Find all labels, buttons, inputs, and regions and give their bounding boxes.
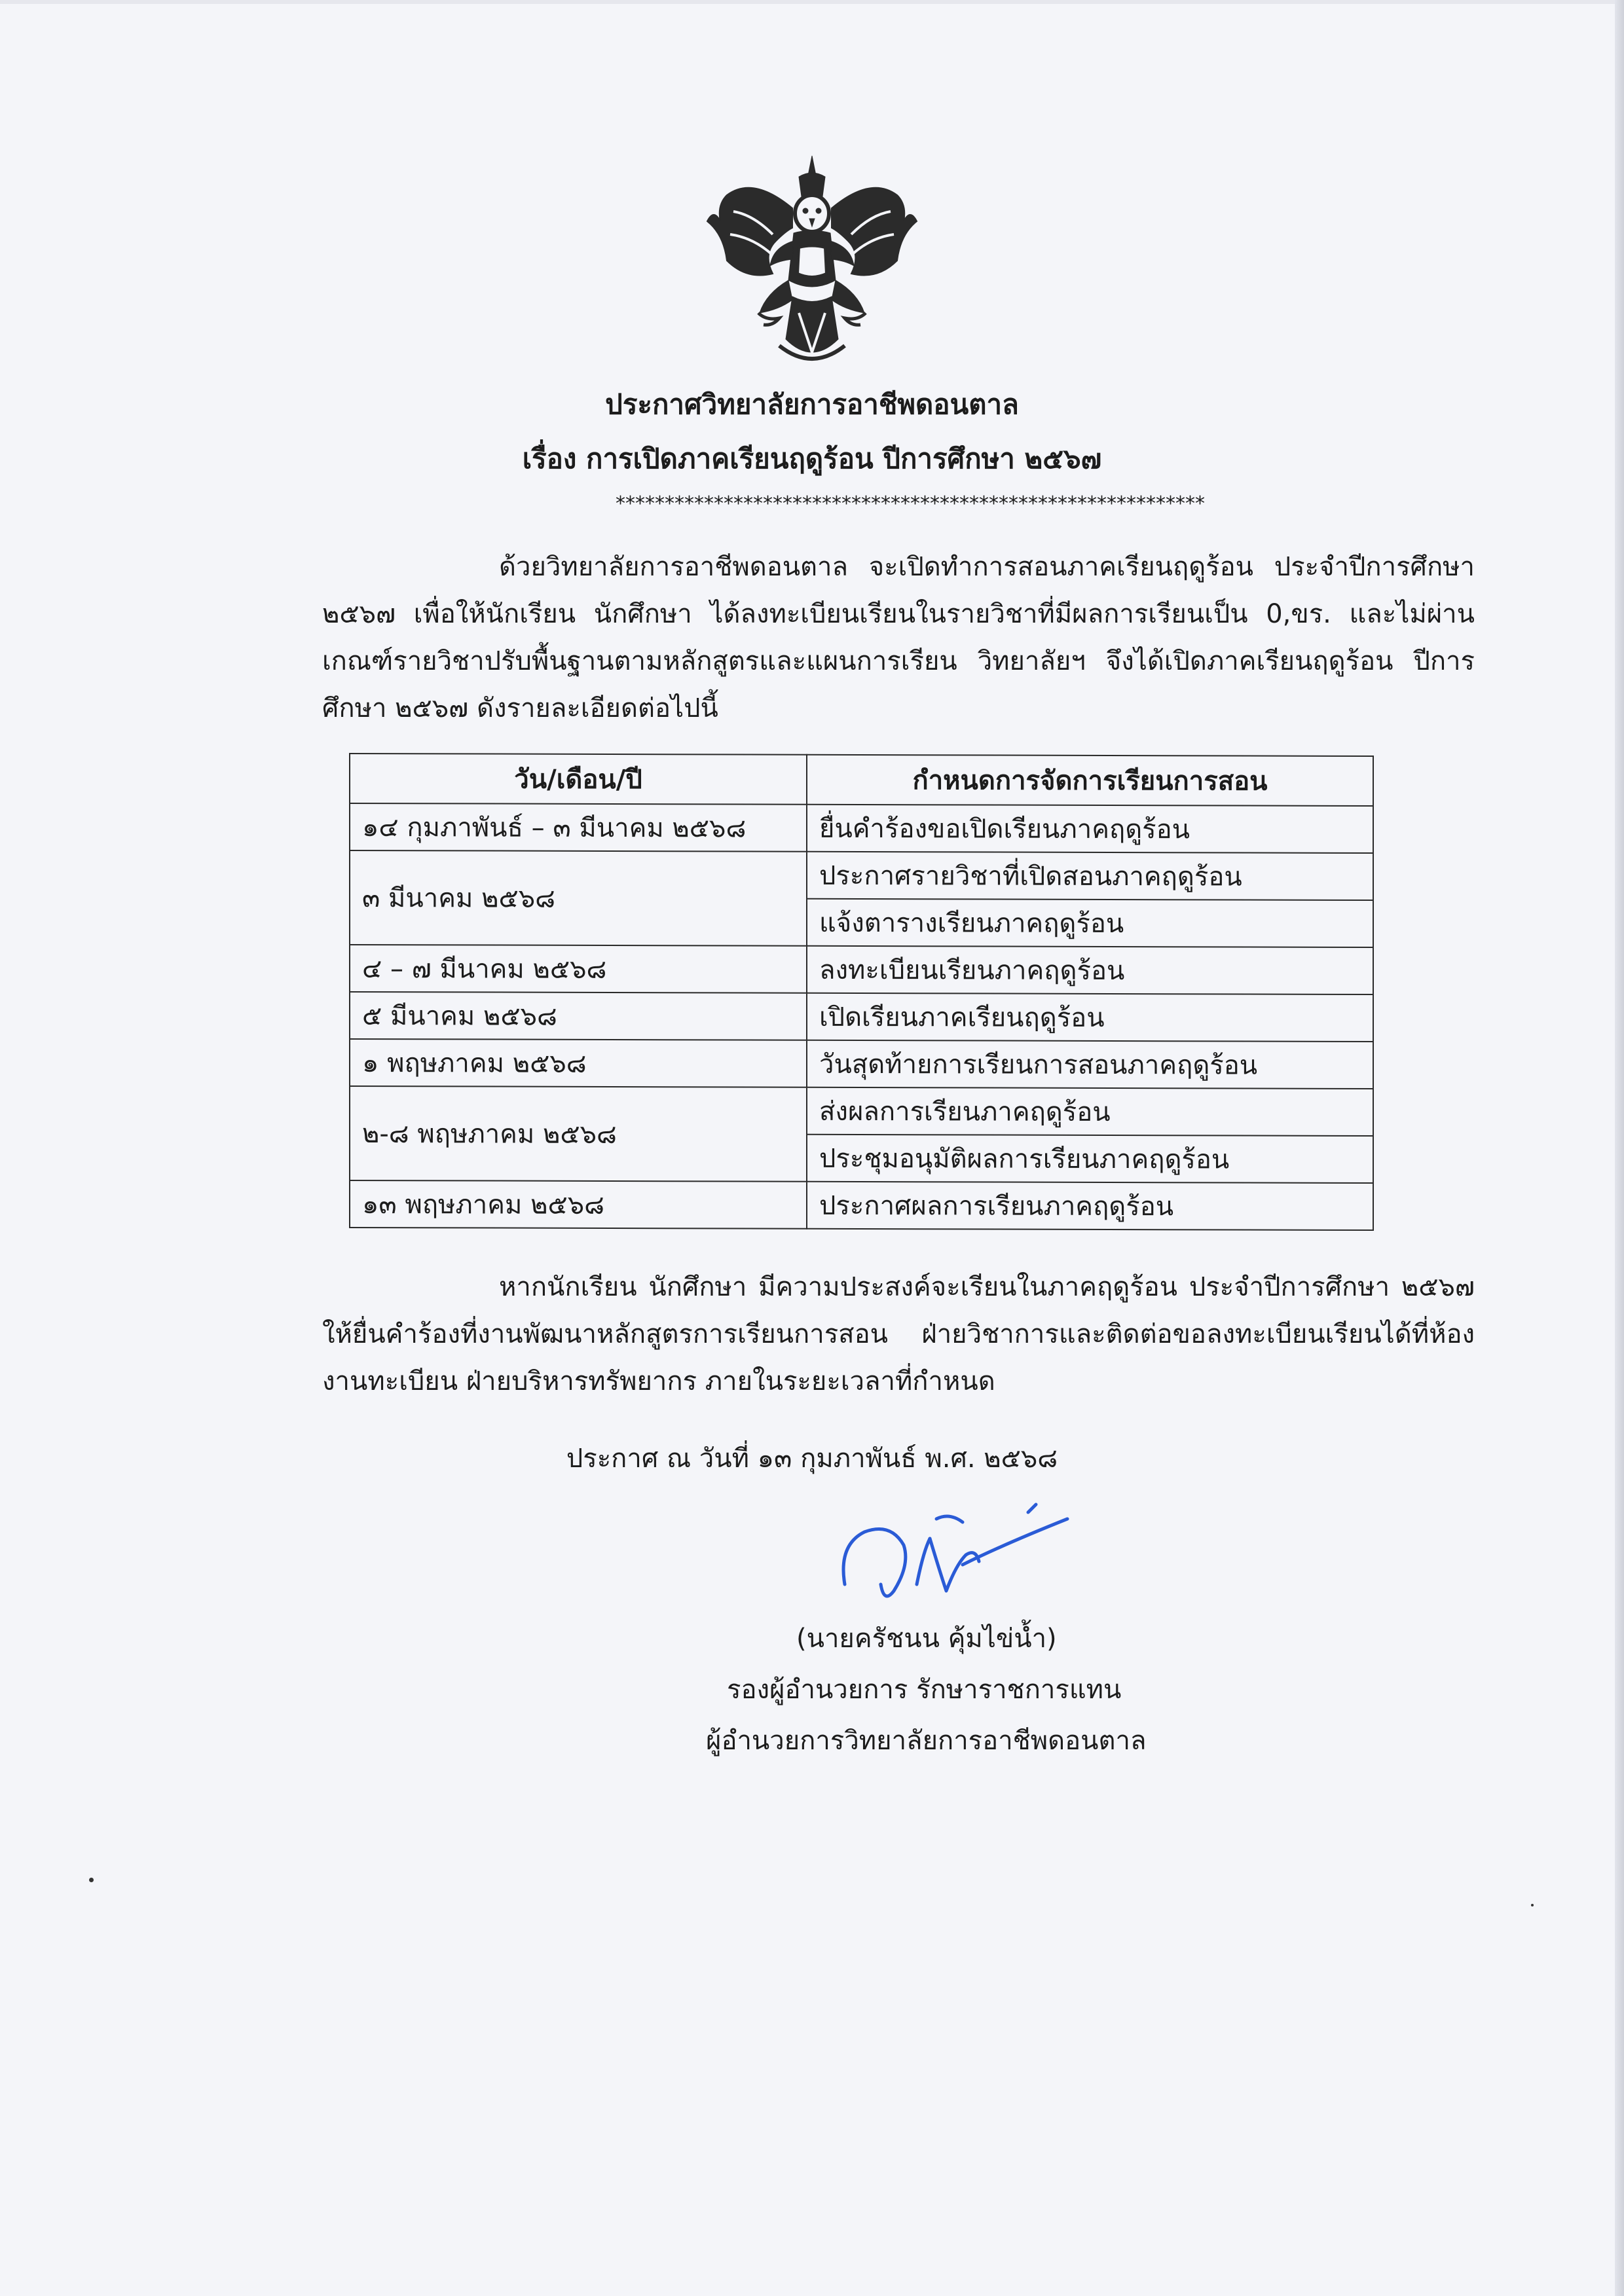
schedule-activity: ประกาศผลการเรียนภาคฤดูร้อน [807, 1182, 1373, 1230]
table-row [350, 992, 1373, 1042]
schedule-date: ๑ พฤษภาคม ๒๕๖๘ [350, 1039, 807, 1087]
table-row [350, 850, 1373, 900]
column-header-activity: กำหนดการจัดการเรียนการสอน [807, 755, 1373, 806]
signer-position-1: รองผู้อำนวยการ รักษาราชการแทน [727, 1675, 1122, 1705]
intro-paragraph: ด้วยวิทยาลัยการอาชีพดอนตาล จะเปิดทำการสอนภาคเรียนฤดูร้อน ประจำปีการศึกษา ๒๕๖๗ เพื่อให้นักเรียน นักศึกษา ได้ลงทะเบียนเรียนในรายวิชาที่มีผลการเรียนเป็น 0,ขร. และไม่ผ่านเกณฑ์รายวิชาปรับพื้นฐานตามหลักสูตรและแผนการเรียน วิทยาลัยฯ จึงได้เปิดภาคเรียนฤดูร้อน ปีการศึกษา ๒๕๖๗ ดังรายละเอียดต่อไปนี้ [322, 552, 1475, 723]
schedule-date: ๒-๘ พฤษภาคม ๒๕๖๘ [350, 1086, 807, 1182]
schedule-activity: ประชุมอนุมัติผลการเรียนภาคฤดูร้อน [807, 1135, 1373, 1183]
page-edge-top [0, 0, 1624, 4]
schedule-activity: ประกาศรายวิชาที่เปิดสอนภาคฤดูร้อน [807, 852, 1373, 900]
table-row [350, 1180, 1373, 1230]
garuda-emblem-icon [701, 149, 923, 372]
signer-position-2: ผู้อำนวยการวิทยาลัยการอาชีพดอนตาล [706, 1726, 1147, 1756]
signature-image [832, 1493, 1080, 1617]
schedule-activity: ส่งผลการเรียนภาคฤดูร้อน [807, 1087, 1373, 1136]
table-row [350, 803, 1373, 853]
signer-name: (นายครัชนน คุ้มไข่น้ำ) [796, 1624, 1057, 1654]
page-edge-right [1615, 0, 1624, 2296]
schedule-date: ๑๓ พฤษภาคม ๒๕๖๘ [350, 1180, 807, 1229]
schedule-table [349, 753, 1374, 1231]
closing-paragraph: หากนักเรียน นักศึกษา มีความประสงค์จะเรียนในภาคฤดูร้อน ประจำปีการศึกษา ๒๕๖๗ ให้ยื่นคำร้องที่งานพัฒนาหลักสูตรการเรียนการสอน ฝ่ายวิชาการและติดต่อขอลงทะเบียนเรียนได้ที่ห้องงานทะเบียน ฝ่ายบริหารทรัพยากร ภายในระยะเวลาที่กำหนด [322, 1272, 1475, 1396]
table-row [350, 1039, 1373, 1089]
table-row [350, 1086, 1373, 1136]
separator-line: ************************************************************ [616, 492, 1205, 515]
schedule-date: ๕ มีนาคม ๒๕๖๘ [350, 992, 807, 1040]
schedule-activity: วันสุดท้ายการเรียนการสอนภาคฤดูร้อน [807, 1040, 1373, 1089]
schedule-activity: ยื่นคำร้องขอเปิดเรียนภาคฤดูร้อน [807, 805, 1373, 853]
schedule-header-row [350, 754, 1373, 806]
column-header-date: วัน/เดือน/ปี [350, 754, 807, 805]
announcement-title: ประกาศวิทยาลัยการอาชีพดอนตาล [605, 388, 1019, 420]
schedule-activity: ลงทะเบียนเรียนภาคฤดูร้อน [807, 946, 1373, 994]
schedule-activity: เปิดเรียนภาคเรียนฤดูร้อน [807, 993, 1373, 1042]
announcement-subject: เรื่อง การเปิดภาคเรียนฤดูร้อน ปีการศึกษา ๒๕๖๗ [522, 443, 1102, 475]
schedule-date: ๓ มีนาคม ๒๕๖๘ [350, 850, 807, 946]
paper-speck [89, 1878, 94, 1882]
schedule-date: ๑๔ กุมภาพันธ์ – ๓ มีนาคม ๒๕๖๘ [350, 803, 807, 852]
table-row [350, 945, 1373, 994]
schedule-date: ๔ – ๗ มีนาคม ๒๕๖๘ [350, 945, 807, 993]
issued-date: ประกาศ ณ วันที่ ๑๓ กุมภาพันธ์ พ.ศ. ๒๕๖๘ [566, 1444, 1058, 1474]
schedule-activity: แจ้งตารางเรียนภาคฤดูร้อน [807, 899, 1373, 947]
paper-speck [1531, 1904, 1534, 1906]
